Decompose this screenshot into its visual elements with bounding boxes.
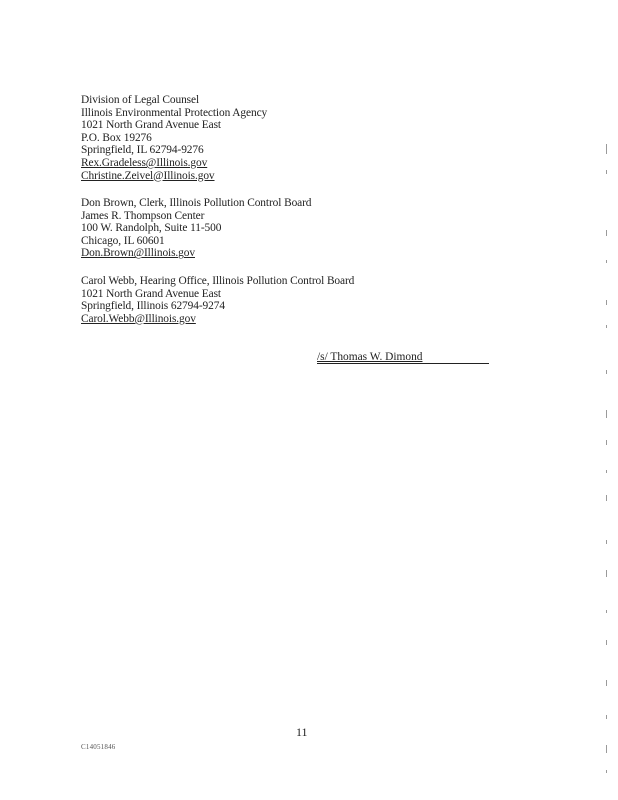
address-line: Illinois Environmental Protection Agency xyxy=(81,106,268,119)
email-link[interactable]: Carol.Webb@Illinois.gov xyxy=(81,312,196,325)
address-line: Carol Webb, Hearing Office, Illinois Pollution Control Board xyxy=(81,275,355,287)
service-address-block-hearing-officer xyxy=(81,275,354,325)
document-id: C14051846 xyxy=(81,743,116,751)
address-line: 1021 North Grand Avenue East xyxy=(81,287,221,300)
signature-text: /s/ Thomas W. Dimond xyxy=(317,351,423,363)
address-line: P.O. Box 19276 xyxy=(81,131,152,144)
address-line: 100 W. Randolph, Suite 11-500 xyxy=(81,222,222,235)
email-link[interactable]: Don.Brown@Illinois.gov xyxy=(81,247,195,260)
address-line: Division of Legal Counsel xyxy=(81,94,200,106)
address-line: James R. Thompson Center xyxy=(81,209,205,222)
scan-edge-artifacts xyxy=(606,140,612,780)
address-line: Don Brown, Clerk, Illinois Pollution Control Board xyxy=(81,197,312,209)
address-line: Springfield, Illinois 62794-9274 xyxy=(81,300,225,313)
address-line: Chicago, IL 60601 xyxy=(81,234,165,247)
address-line: 1021 North Grand Avenue East xyxy=(81,119,221,132)
page-number: 11 xyxy=(296,725,308,739)
signature-line xyxy=(317,351,489,364)
address-line: Springfield, IL 62794-9276 xyxy=(81,144,204,157)
email-link[interactable]: Christine.Zeivel@Illinois.gov xyxy=(81,169,215,182)
email-link[interactable]: Rex.Gradeless@Illinois.gov xyxy=(81,156,208,169)
service-address-block-iepa xyxy=(81,94,267,182)
service-address-block-clerk xyxy=(81,197,311,260)
